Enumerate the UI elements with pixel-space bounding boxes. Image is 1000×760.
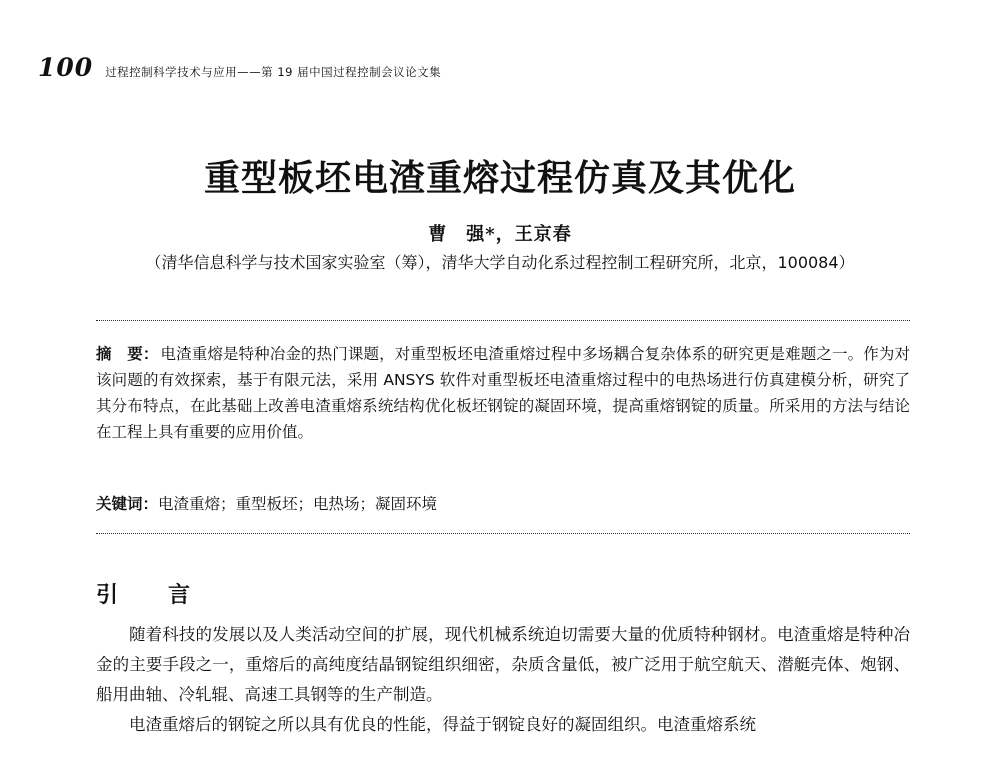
keywords-text: 电渣重熔；重型板坯；电热场；凝固环境: [158, 495, 438, 513]
paper-title: 重型板坯电渣重熔过程仿真及其优化: [203, 157, 796, 199]
abstract: [96, 341, 910, 445]
running-header: [38, 53, 441, 82]
running-title: 过程控制科学技术与应用——第 19 届中国过程控制会议论文集: [105, 65, 442, 79]
keywords-label: 关键词：: [96, 495, 159, 513]
authors: 曹 强*，王京春: [428, 224, 572, 245]
keywords: [96, 491, 910, 517]
affiliation: （清华信息科学与技术国家实验室（筹），清华大学自动化系过程控制工程研究所，北京，100084）: [145, 253, 855, 272]
abstract-top-divider: [96, 320, 910, 321]
section-heading: 引 言: [96, 583, 205, 608]
abstract-text: 电渣重熔是特种冶金的热门课题，对重型板坯电渣重熔过程中多场耦合复杂体系的研究更是难题之一。作为对该问题的有效探索，基于有限元法，采用 ANSYS 软件对重型板坯电渣重熔过程中的电热场进行仿真建模分析，研究了其分布特点，在此基础上改善电渣重熔系统结构优化板坯钢锭的凝固环境，提高重熔钢锭的质量。所采用的方法与结论在工程上具有重要的应用价值。: [96, 345, 910, 441]
abstract-bottom-divider: [96, 533, 910, 534]
body-paragraph: 随着科技的发展以及人类活动空间的扩展，现代机械系统迫切需要大量的优质特种钢材。电渣重熔是特种冶金的主要手段之一，重熔后的高纯度结晶钢锭组织细密，杂质含量低，被广泛用于航空航天、潜艇壳体、炮钢、船用曲轴、冷轧辊、高速工具钢等的生产制造。: [96, 625, 910, 704]
body-paragraph: 电渣重熔后的钢锭之所以具有优良的性能，得益于钢锭良好的凝固组织。电渣重熔系统: [129, 715, 756, 734]
abstract-label: 摘 要：: [96, 345, 159, 363]
page-number: 100: [38, 53, 94, 82]
body-text: [96, 620, 910, 740]
